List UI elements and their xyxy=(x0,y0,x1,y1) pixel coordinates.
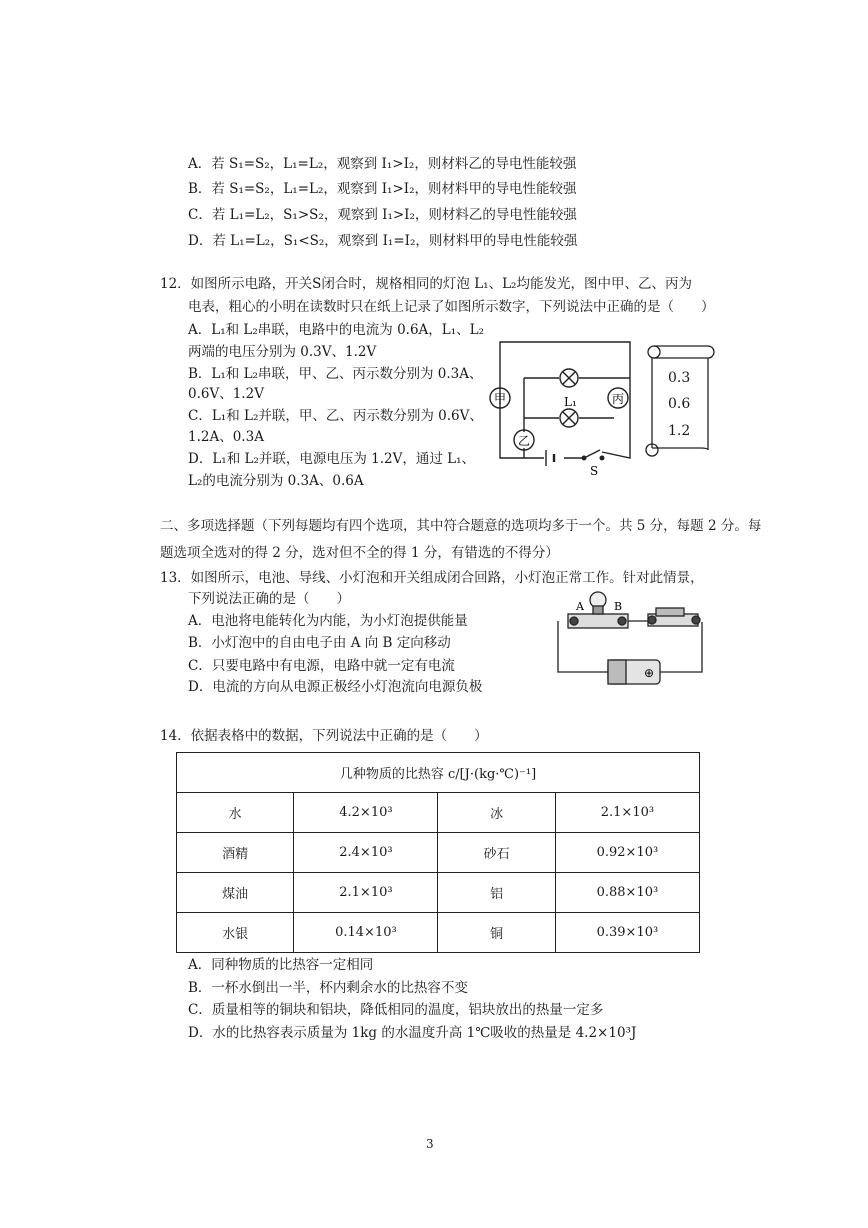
scroll-value-3: 1.2 xyxy=(668,423,691,439)
table-cell: 水 xyxy=(177,793,294,833)
q14-option-b: B．一杯水倒出一半，杯内剩余水的比热容不变 xyxy=(188,980,468,996)
q13-stem-line2: 下列说法正确的是（ ） xyxy=(188,591,350,607)
q12-option-d-line1: D．L₁和 L₂并联，电源电压为 1.2V，通过 L₁、 xyxy=(188,451,476,467)
q13-option-c: C．只要电路中有电源，电路中就一定有电流 xyxy=(188,658,455,674)
table-cell: 0.88×10³ xyxy=(555,873,699,913)
specific-heat-table xyxy=(176,752,700,953)
table-cell: 0.39×10³ xyxy=(555,913,699,953)
q11-option-a: A．若 S₁=S₂，L₁=L₂，观察到 I₁>I₂，则材料乙的导电性能较强 xyxy=(188,156,577,172)
q12-option-c-line1: C．L₁和 L₂并联，甲、乙、丙示数分别为 0.6V、 xyxy=(188,408,483,424)
q12-option-b-line1: B．L₁和 L₂串联，甲、乙、丙示数分别为 0.3A、 xyxy=(188,366,483,382)
meter-bing-label: 丙 xyxy=(611,392,625,406)
scroll-value-2: 0.6 xyxy=(668,396,691,412)
q11-option-b: B．若 S₁=S₂，L₁=L₂，观察到 I₁>I₂，则材料甲的导电性能较强 xyxy=(188,181,577,197)
section2-heading-line2: 题选项全选对的得 2 分，选对但不全的得 1 分，有错选的不得分） xyxy=(160,545,559,561)
q12-option-a-line1: A．L₁和 L₂串联，电路中的电流为 0.6A，L₁、L₂ xyxy=(188,322,485,338)
table-cell: 2.1×10³ xyxy=(294,873,438,913)
table-cell: 铝 xyxy=(438,873,555,913)
page-number: 3 xyxy=(426,1137,434,1151)
q12-option-a-line2: 两端的电压分别为 0.3V、1.2V xyxy=(188,344,377,360)
table-cell: 酒精 xyxy=(177,833,294,873)
q14-option-a: A．同种物质的比热容一定相同 xyxy=(188,957,374,973)
section2-heading-line1: 二、多项选择题（下列每题均有四个选项，其中符合题意的选项均多于一个。共 5 分，每题 2 分。每 xyxy=(160,518,762,534)
table-cell: 2.4×10³ xyxy=(294,833,438,873)
table-cell: 水银 xyxy=(177,913,294,953)
table-cell: 冰 xyxy=(438,793,555,833)
q14-option-c: C．质量相等的铜块和铝块，降低相同的温度，铝块放出的热量一定多 xyxy=(188,1002,604,1018)
q13-option-b: B．小灯泡中的自由电子由 A 向 B 定向移动 xyxy=(188,635,451,651)
table-row xyxy=(177,833,700,873)
q11-option-d: D．若 L₁=L₂，S₁<S₂，观察到 I₁=I₂，则材料甲的导电性能较强 xyxy=(188,233,578,249)
q12-option-b-line2: 0.6V、1.2V xyxy=(188,386,264,402)
table-cell: 4.2×10³ xyxy=(294,793,438,833)
terminal-a-label: A xyxy=(576,600,584,613)
q14-stem: 14．依据表格中的数据，下列说法中正确的是（ ） xyxy=(160,728,488,744)
table-row xyxy=(177,873,700,913)
q12-circuit-diagram xyxy=(484,336,644,476)
q13-option-d: D．电流的方向从电源正极经小灯泡流向电源负极 xyxy=(188,679,483,695)
table-cell: 铜 xyxy=(438,913,555,953)
q11-option-c: C．若 L₁=L₂，S₁>S₂，观察到 I₁>I₂，则材料乙的导电性能较强 xyxy=(188,207,577,223)
table-cell: 2.1×10³ xyxy=(555,793,699,833)
table-row xyxy=(177,793,700,833)
q13-apparatus-diagram xyxy=(548,584,708,696)
scroll-value-1: 0.3 xyxy=(668,370,691,386)
q13-stem-line1: 13．如图所示，电池、导线、小灯泡和开关组成闭合回路，小灯泡正常工作。针对此情景， xyxy=(160,570,704,586)
q14-option-d: D．水的比热容表示质量为 1kg 的水温度升高 1℃吸收的热量是 4.2×10³J xyxy=(188,1025,637,1041)
q12-option-d-line2: L₂的电流分别为 0.3A、0.6A xyxy=(188,473,364,489)
table-title: 几种物质的比热容 c/[J·(kg·℃)⁻¹] xyxy=(177,753,700,793)
table-row xyxy=(177,913,700,953)
meter-yi-label: 乙 xyxy=(517,434,531,448)
q12-option-c-line2: 1.2A、0.3A xyxy=(188,429,264,445)
meter-jia-label: 甲 xyxy=(493,392,507,406)
table-title-row xyxy=(177,753,700,793)
q12-stem-line2: 电表，粗心的小明在读数时只在纸上记录了如图所示数字，下列说法中正确的是（ ） xyxy=(188,299,715,315)
q12-stem-line1: 12．如图所示电路，开关S闭合时，规格相同的灯泡 L₁、L₂均能发光，图中甲、乙、丙为 xyxy=(160,276,692,292)
switch-s-label: S xyxy=(590,464,599,476)
table-cell: 砂石 xyxy=(438,833,555,873)
battery-plus-icon: ⊕ xyxy=(644,666,655,680)
terminal-b-label: B xyxy=(614,600,623,613)
q13-option-a: A．电池将电能转化为内能，为小灯泡提供能量 xyxy=(188,613,468,629)
table-cell: 0.14×10³ xyxy=(294,913,438,953)
table-cell: 0.92×10³ xyxy=(555,833,699,873)
table-cell: 煤油 xyxy=(177,873,294,913)
lamp-l1-label: L₁ xyxy=(564,395,577,409)
